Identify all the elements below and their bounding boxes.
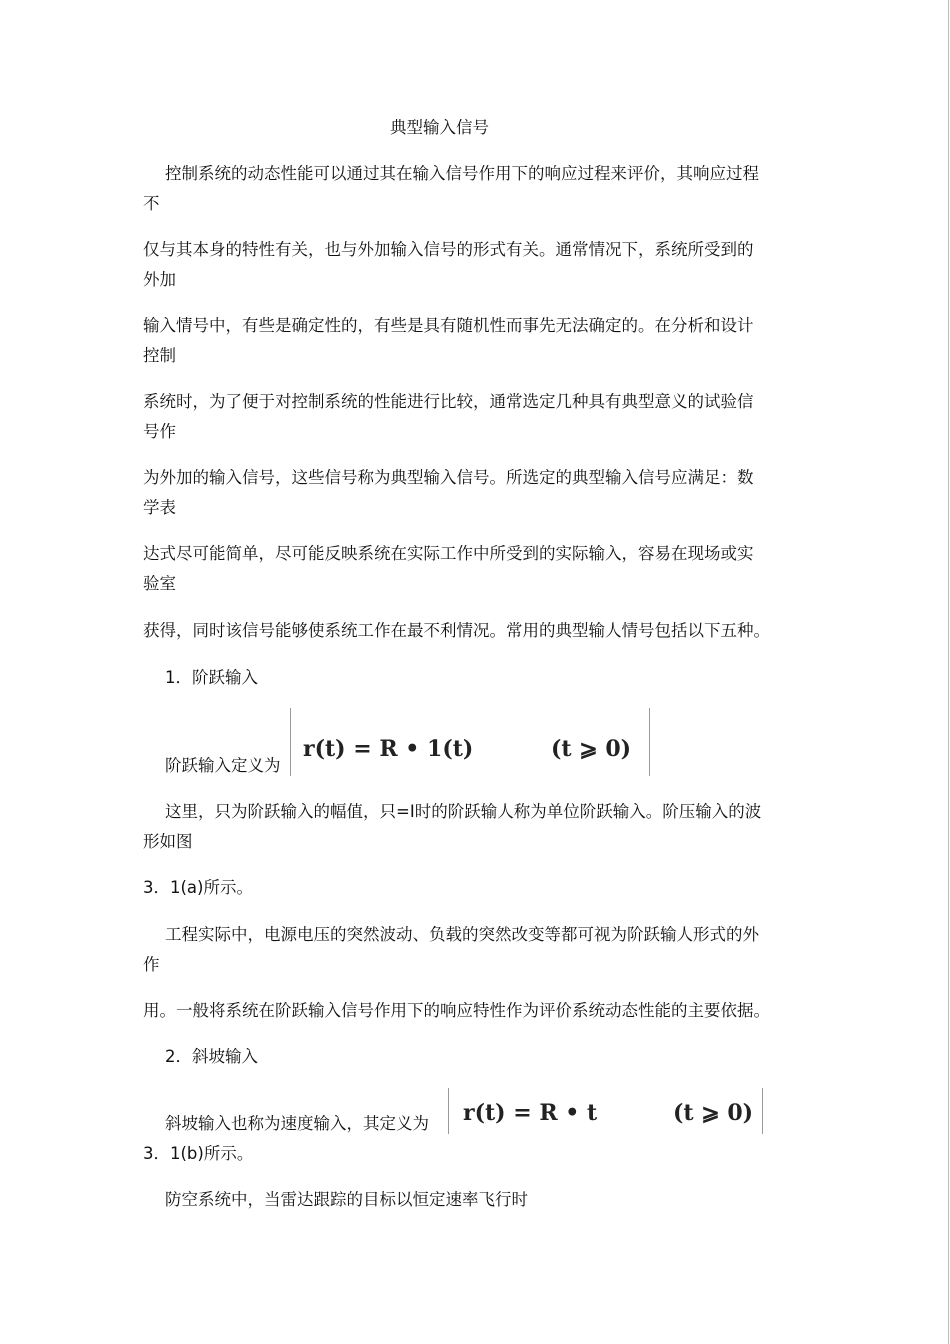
paragraph-line: 这里，只为阶跃输入的幅值，只=I时的阶跃输人称为单位阶跃输入。阶压输入的波 [165, 802, 762, 821]
formula-step [290, 708, 650, 776]
formula-ramp-lhs: r(t) [463, 1100, 506, 1126]
paragraph-line: 防空系统中，当雷达跟踪的目标以恒定速率飞行时 [165, 1190, 528, 1209]
formula-ramp [448, 1088, 763, 1134]
paragraph-line: 仅与其本身的特性有关，也与外加输入信号的形式有关。通常情况下，系统所受到的 [143, 240, 754, 259]
formula-step-condition: (t ⩾ 0) [551, 736, 632, 762]
section-heading-ramp: 2．斜坡输入 [165, 1047, 258, 1066]
section-heading-step: 1．阶跃输入 [165, 668, 258, 687]
paragraph-line: 系统时，为了便于对控制系统的性能进行比较，通常选定几种具有典型意义的试验信 [143, 392, 754, 411]
paragraph-line: 3．1(a)所示。 [143, 878, 253, 897]
formula-ramp-eq: = [513, 1100, 532, 1126]
paragraph-line: 控制系统的动态性能可以通过其在输入信号作用下的响应过程来评价，其响应过程 [165, 164, 759, 183]
paragraph-line: 形如图 [143, 832, 193, 851]
page-edge [948, 0, 949, 1344]
paragraph-line: 为外加的输入信号，这些信号称为典型输入信号。所选定的典型输入信号应满足：数 [143, 468, 754, 487]
paragraph-line: 外加 [143, 270, 176, 289]
formula-ramp-expression [463, 1100, 597, 1126]
formula-step-rhs: R • 1(t) [379, 736, 474, 762]
paragraph-line: 获得，同时该信号能够使系统工作在最不利情况。常用的典型输人情号包括以下五种。 [143, 621, 770, 640]
paragraph-line: 达式尽可能简单，尽可能反映系统在实际工作中所受到的实际输入，容易在现场或实 [143, 544, 754, 563]
paragraph-line: 学表 [143, 498, 176, 517]
formula-step-expression [303, 736, 473, 762]
formula-ramp-rhs: R • t [539, 1100, 598, 1126]
paragraph-line: 3．1(b)所示。 [143, 1144, 254, 1163]
formula-label-ramp: 斜坡输入也称为速度输入，其定义为 [165, 1114, 429, 1133]
paragraph-line: 作 [143, 955, 160, 974]
formula-ramp-condition: (t ⩾ 0) [673, 1100, 754, 1126]
paragraph-line: 输入情号中，有些是确定性的，有些是具有随机性而事先无法确定的。在分析和设计 [143, 316, 754, 335]
document-title: 典型输入信号 [390, 118, 489, 137]
paragraph-line: 控制 [143, 346, 176, 365]
formula-label-step: 阶跃输入定义为 [165, 756, 281, 775]
formula-step-eq: = [353, 736, 372, 762]
paragraph-line: 不 [143, 194, 160, 213]
paragraph-line: 验室 [143, 574, 176, 593]
paragraph-line: 工程实际中，电源电压的突然波动、负载的突然改变等都可视为阶跃输人形式的外 [165, 925, 759, 944]
paragraph-line: 用。一般将系统在阶跃输入信号作用下的响应特性作为评价系统动态性能的主要依据。 [143, 1001, 770, 1020]
formula-step-lhs: r(t) [303, 736, 346, 762]
paragraph-line: 号作 [143, 422, 176, 441]
